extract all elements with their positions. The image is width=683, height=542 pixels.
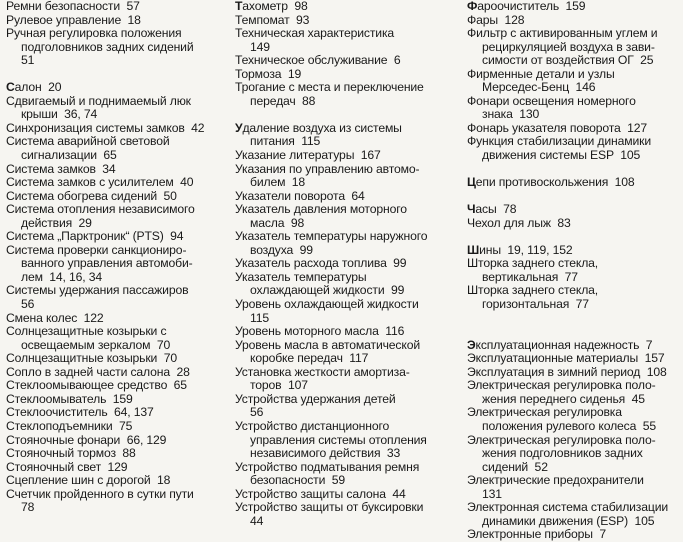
index-entry: Стояночный тормоз 88 [6,446,136,461]
index-entry: Система отопления независимого действия 29 [6,202,195,230]
section-gap [467,163,681,177]
index-entry: Система аварийной световой сигнализации 65 [6,134,170,163]
index-entry: Указатель давления моторного масла 98 [235,202,407,230]
index-entry: Системы удержания пассажиров 56 [6,283,189,312]
index-entry: Система замков с усилителем 40 [6,175,194,190]
index-entry: Уровень масла в автоматической коробке передач 117 [235,337,420,366]
index-entry: Эксплуатация в зимний период 108 [467,364,667,379]
index-entry: Сопло в задней части салона 28 [6,364,190,379]
index-entry: Устройство защиты от буксировки 44 [235,500,424,528]
section-initial: Ш [467,242,480,257]
index-entry: Сдвигаемый и поднимаемый люк крыши 36, 74 [6,93,191,122]
index-entry: Чехол для лыж 83 [467,215,571,230]
index-entry: Счетчик пройденного в сутки пути 78 [6,486,194,515]
index-entry: Солнцезащитные козырьки с освещаемым зеркалом 70 [6,324,171,352]
index-column-1 [6,0,228,515]
index-entry: Трогание с места и переключение передач 88 [235,80,424,108]
index-entry: Солнцезащитные козырьки 70 [6,351,177,366]
index-entry: Шторка заднего стекла, горизонтальная 77 [467,283,599,312]
index-entry: Система замков 34 [6,161,116,176]
index-entry: Эксплуатационные материалы 157 [467,351,665,366]
index-entry: Смена колес 122 [6,310,104,325]
section-initial: Ц [467,175,476,190]
section-gap [467,190,681,204]
index-entry: Система проверки санкциониро- ванного управления автомоби- лем 14, 16, 34 [6,242,193,284]
index-column-2 [235,0,460,528]
index-entry: Электрическая регулировка поло- жения подголовников задних сидений 52 [467,432,656,474]
section-gap [467,312,681,339]
index-entry: Рулевое управление 18 [6,12,141,27]
index-entry: Устройство защиты салона 44 [235,486,406,501]
index-entry: Стояночный свет 129 [6,459,128,474]
section-gap [235,108,460,122]
index-section-first-entry: Удаление воздуха из системы питания 115 [235,120,402,149]
index-entry: Стеклоомыватель 159 [6,391,133,406]
index-entry: Стеклоомывающее средство 65 [6,378,187,393]
index-section-first-entry: Тахометр 98 [235,0,308,13]
section-initial: Т [235,0,243,13]
index-entry: Система „Парктроник“ (PTS) 94 [6,229,184,244]
index-entry: Указания по управлению автомо- билем 18 [235,161,420,190]
index-entry: Функция стабилизации динамики движения системы ESP 105 [467,134,651,163]
index-entry: Стояночные фонари 66, 129 [6,432,167,447]
index-section-first-entry: Салон 20 [6,80,62,95]
index-entry: Указатель расхода топлива 99 [235,256,407,271]
index-entry: Электрические предохранители 131 [467,473,644,501]
index-entry: Фильтр с активированным углем и рециркуляцией воздуха в зави- симости от воздействия ОГ 25 [467,26,658,68]
index-entry: Установка жесткости амортиза- торов 107 [235,364,410,393]
index-entry: Указатель температуры наружного воздуха 99 [235,229,428,257]
index-entry: Электрическая регулировка поло- жения переднего сиденья 45 [467,378,656,406]
index-entry: Уровень моторного масла 116 [235,324,405,339]
section-initial: С [6,80,15,95]
index-entry: Стеклоочиститель 64, 137 [6,405,154,420]
index-entry: Фирменные детали и узлы Мерседес-Бенц 146 [467,66,615,95]
index-entry: Шторка заднего стекла, вертикальная 77 [467,256,599,284]
index-entry: Система обогрева сидений 50 [6,188,177,203]
index-entry: Фары 128 [467,12,525,27]
section-initial: У [235,120,243,135]
index-entry: Фонари освещения номерного знака 130 [467,93,636,122]
index-entry: Сцепление шин с дорогой 18 [6,473,171,488]
index-entry: Уровень охлаждающей жидкости 115 [235,297,419,325]
index-column-3 [467,0,681,542]
index-section-first-entry: Часы 78 [467,202,517,217]
index-entry: Указатели поворота 64 [235,188,365,203]
index-entry: Стеклоподъемники 75 [6,418,133,433]
section-initial: Э [467,337,476,352]
index-entry: Устройства удержания детей 56 [235,391,396,420]
section-initial: Ф [467,0,478,13]
section-initial: Ч [467,202,476,217]
index-entry: Техническая характеристика 149 [235,26,395,54]
index-entry: Синхронизация системы замков 42 [6,120,205,135]
index-entry: Тормоза 19 [235,66,302,81]
index-entry: Техническое обслуживание 6 [235,53,401,68]
section-gap [6,68,228,82]
index-entry: Электрическая регулировка положения рулевого колеса 55 [467,405,656,433]
index-section-first-entry: Цепи противоскольжения 108 [467,175,635,190]
index-entry: Ремни безопасности 57 [6,0,140,13]
section-gap [467,230,681,244]
index-entry: Указатель температуры охлаждающей жидкости 99 [235,269,405,298]
index-entry: Ручная регулировка положения подголовников задних сидений 51 [6,26,194,68]
index-section-first-entry: Фароочиститель 159 [467,0,586,13]
index-section-first-entry: Шины 19, 119, 152 [467,242,573,257]
index-entry: Электронные приборы 7 [467,527,606,542]
index-entry: Устройство подматывания ремня безопасности 59 [235,459,420,488]
index-entry: Электронная система стабилизации динамики движения (ESP) 105 [467,500,669,528]
index-section-first-entry: Эксплуатационная надежность 7 [467,337,653,352]
index-entry: Указание литературы 167 [235,148,381,163]
index-entry: Темпомат 93 [235,12,310,27]
index-entry: Устройство дистанционного управления системы отопления независимого действия 33 [235,418,427,461]
index-entry: Фонарь указателя поворота 127 [467,120,648,135]
